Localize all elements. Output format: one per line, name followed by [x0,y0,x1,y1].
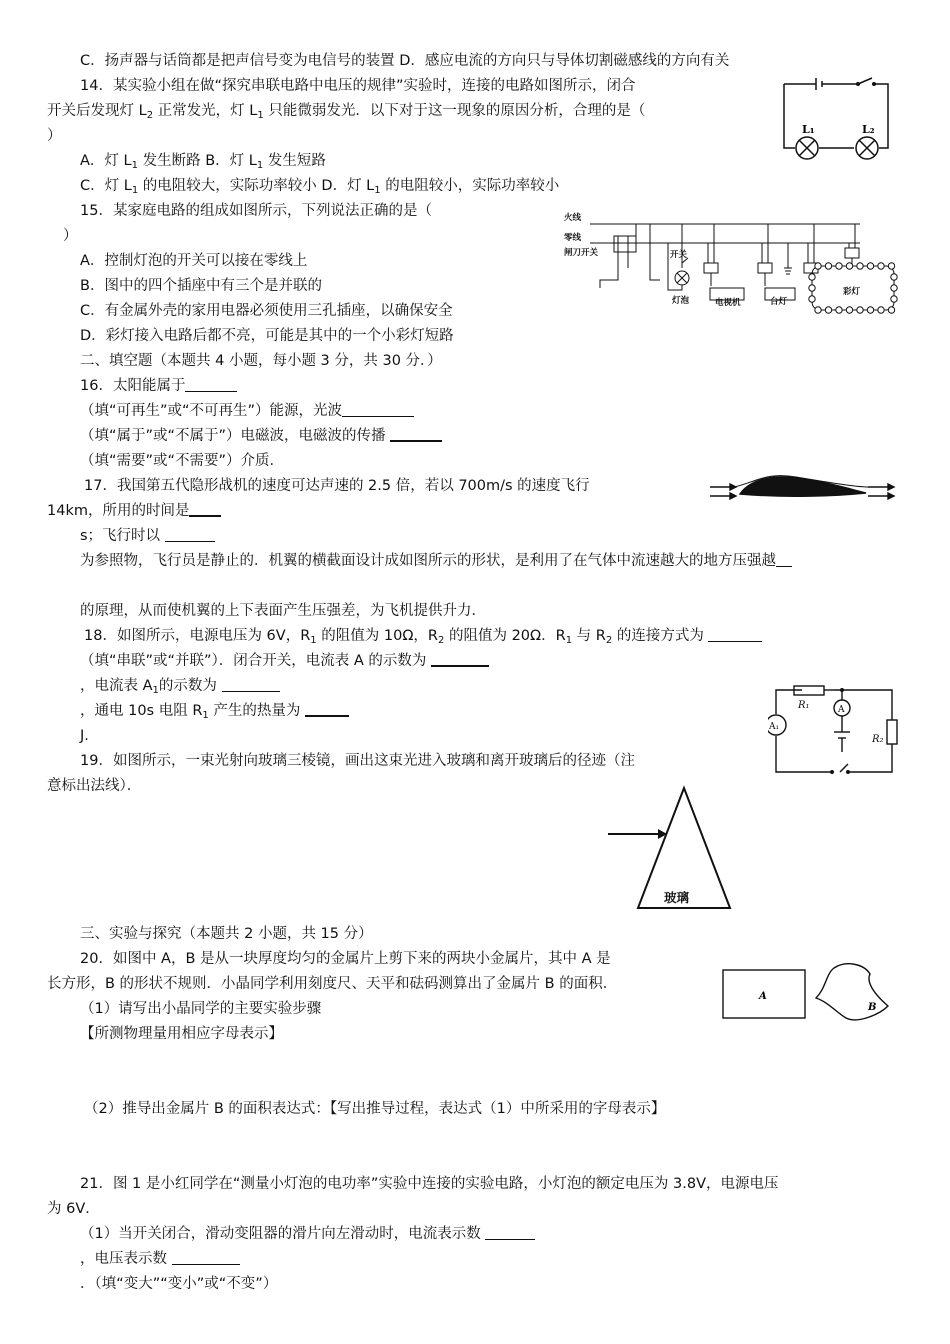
small-deco-lamp [836,263,842,269]
q14-stem-1: 14．某实验小组在做“探究串联电路中电压的规律”实验时，连接的电路如图所示，闭合 [80,78,636,94]
q16-line-1: 16．太阳能属于 [80,376,237,396]
q17-line-1: 17．我国第五代隐形战机的速度可达声速的 2.5 倍，若以 700m/s 的速度飞行 [84,478,590,494]
svg-text:R₁: R₁ [798,700,810,711]
piece-b-label: B [868,1002,877,1013]
q19-line-2: 意标出法线）． [47,778,142,794]
q21-line-2: 为 6V． [47,1201,100,1217]
piece-a-label: A [759,991,767,1002]
answer-blank [185,377,237,392]
svg-text:R₂: R₂ [872,734,884,745]
svg-text:台灯: 台灯 [770,297,788,307]
small-deco-lamp [815,263,821,269]
q15-option-b: B．图中的四个插座中有三个是并联的 [80,278,322,294]
q15-stem-1: 15．某家庭电路的组成如图所示，下列说法正确的是（ [80,203,432,219]
q18-line-4: ，通电 10s 电阻 $R_1$ 产生的热量为 [80,701,349,726]
small-deco-lamp [891,274,897,280]
svg-text:灯泡: 灯泡 [672,296,690,306]
q14-options-ab: A．灯 $L_1$ 发生断路 B．灯 $L_1$ 发生短路 [80,153,326,171]
q20-line-3: （1）请写出小晶同学的主要实验步骤 [80,1001,322,1017]
svg-text:火线: 火线 [564,213,582,223]
parallel-circuit-figure [768,684,908,780]
q18-line-3: ，电流表 $A_1$的示数为 [80,676,280,701]
q20-line-2: 长方形，B 的形状不规则．小晶同学利用刻度尺、天平和砝码测算出了金属片 B 的面积． [47,976,618,992]
q13-option-c: C．扬声器与话筒都是把声信号变为电信号的装置 D．感应电流的方向只与导体切割磁感线的方向有关 [80,53,730,69]
small-deco-lamp [857,263,863,269]
small-deco-lamp [825,307,831,313]
q16-line-3: （填“属于”或“不属于”）电磁波，电磁波的传播 [80,426,442,446]
answer-blank [776,552,792,567]
lamp-l2-label: L₂ [862,123,875,136]
small-deco-lamp [891,285,897,291]
small-deco-lamp [836,307,842,313]
answer-blank [390,426,442,442]
q21-line-4: ，电压表示数 [80,1249,240,1269]
svg-text:闸刀开关: 闸刀开关 [564,248,599,258]
answer-blank [305,701,349,717]
small-deco-lamp [846,263,852,269]
small-deco-lamp [815,307,821,313]
svg-text:零线: 零线 [564,233,582,243]
answer-blank [222,677,280,692]
q15-option-a: A．控制灯泡的开关可以接在零线上 [80,253,308,269]
q18-line-1: 18．如图所示，电源电压为 6V，$R_1$ 的阻值为 10Ω，$R_2$ 的阻值为 20Ω．$R_1$ 与 $R_2$ 的连接方式为 [84,626,762,651]
q16-line-4: （填“需要”或“不需要”）介质． [80,453,285,469]
answer-blank [485,1225,535,1240]
svg-text:电视机: 电视机 [715,298,741,308]
svg-text:A₁: A₁ [769,722,780,732]
q16-line-2: （填“可再生”或“不可再生”）能源，光波 [80,401,414,421]
glass-label: 玻璃 [664,890,690,905]
q15-stem-2: ） [63,228,78,244]
q14-stem-3: ） [47,128,62,144]
prism-figure [604,784,736,914]
q20-line-4: 【所测物理量用相应字母表示】 [80,1026,283,1042]
small-deco-lamp [857,307,863,313]
q17-line-4: 为参照物，飞行员是静止的．机翼的横截面设计成如图所示的形状，是利用了在气体中流速越大的地方压强越 [80,551,792,571]
answer-blank [342,402,414,417]
svg-text:开关: 开关 [670,250,688,260]
answer-blank [165,527,215,542]
q17-line-2: 14km，所用的时间是 [47,501,221,521]
q21-line-1: 21．图 1 是小红同学在“测量小灯泡的电功率”实验中连接的实验电路，小灯泡的额定电压为 3.8V，电源电压 [80,1176,779,1192]
q19-line-1: 19．如图所示，一束光射向玻璃三棱镜，画出这束光进入玻璃和离开玻璃后的径迹（注 [80,753,635,769]
answer-blank [189,501,221,517]
small-deco-lamp [867,307,873,313]
answer-blank [708,627,762,642]
q17-line-3: s；飞行时以 [80,526,215,546]
q17-line-5: 的原理，从而使机翼的上下表面产生压强差，为飞机提供升力． [80,603,486,619]
small-deco-lamp [867,263,873,269]
section-3-heading: 三、实验与探究（本题共 2 小题，共 15 分） [80,926,373,942]
household-circuit-figure [560,208,920,320]
q20-line-1: 20．如图中 A，B 是从一块厚度均匀的金属片上剪下来的两块小金属片，其中 A 是 [80,951,611,967]
q21-line-3: （1）当开关闭合，滑动变阻器的滑片向左滑动时，电流表示数 [80,1224,535,1244]
q14-options-cd: C．灯 $L_1$ 的电阻较大，实际功率较小 D．灯 $L_1$ 的电阻较小，实际功率较小 [80,178,560,196]
q18-line-5: J. [80,728,89,744]
series-circuit-figure [776,76,896,166]
small-deco-lamp [809,296,815,302]
small-deco-lamp [888,307,894,313]
small-deco-lamp [891,296,897,302]
lamp-l1-label: L₁ [802,123,815,136]
metal-pieces-figure [718,960,908,1030]
small-deco-lamp [809,274,815,280]
small-deco-lamp [825,263,831,269]
small-deco-lamp [878,307,884,313]
q15-option-c: C．有金属外壳的家用电器必须使用三孔插座，以确保安全 [80,303,453,319]
section-2-heading: 二、填空题（本题共 4 小题，每小题 3 分，共 30 分．） [80,353,442,369]
q14-stem-2: 开关后发现灯 $L_2$ 正常发光，灯 $L_1$ 只能微弱发光．以下对于这一现象的原因分析，合理的是（ [47,103,646,121]
q15-option-d: D．彩灯接入电路后都不亮，可能是其中的一个小彩灯短路 [80,328,454,344]
q18-line-2: （填“串联”或“并联”）．闭合开关，电流表 A 的示数为 [80,651,489,671]
small-deco-lamp [888,263,894,269]
q21-line-5: ．（填“变大”“变小”或“不变”） [80,1276,278,1292]
small-deco-lamp [878,263,884,269]
answer-blank [172,1250,240,1265]
svg-text:彩灯: 彩灯 [843,287,861,297]
q20-line-5: （2）推导出金属片 B 的面积表达式：【写出推导过程，表达式（1）中所采用的字母表示】 [84,1101,666,1117]
wing-cross-section-figure [706,474,902,508]
svg-text:A: A [838,705,845,715]
small-deco-lamp [809,285,815,291]
answer-blank [431,651,489,667]
small-deco-lamp [846,307,852,313]
